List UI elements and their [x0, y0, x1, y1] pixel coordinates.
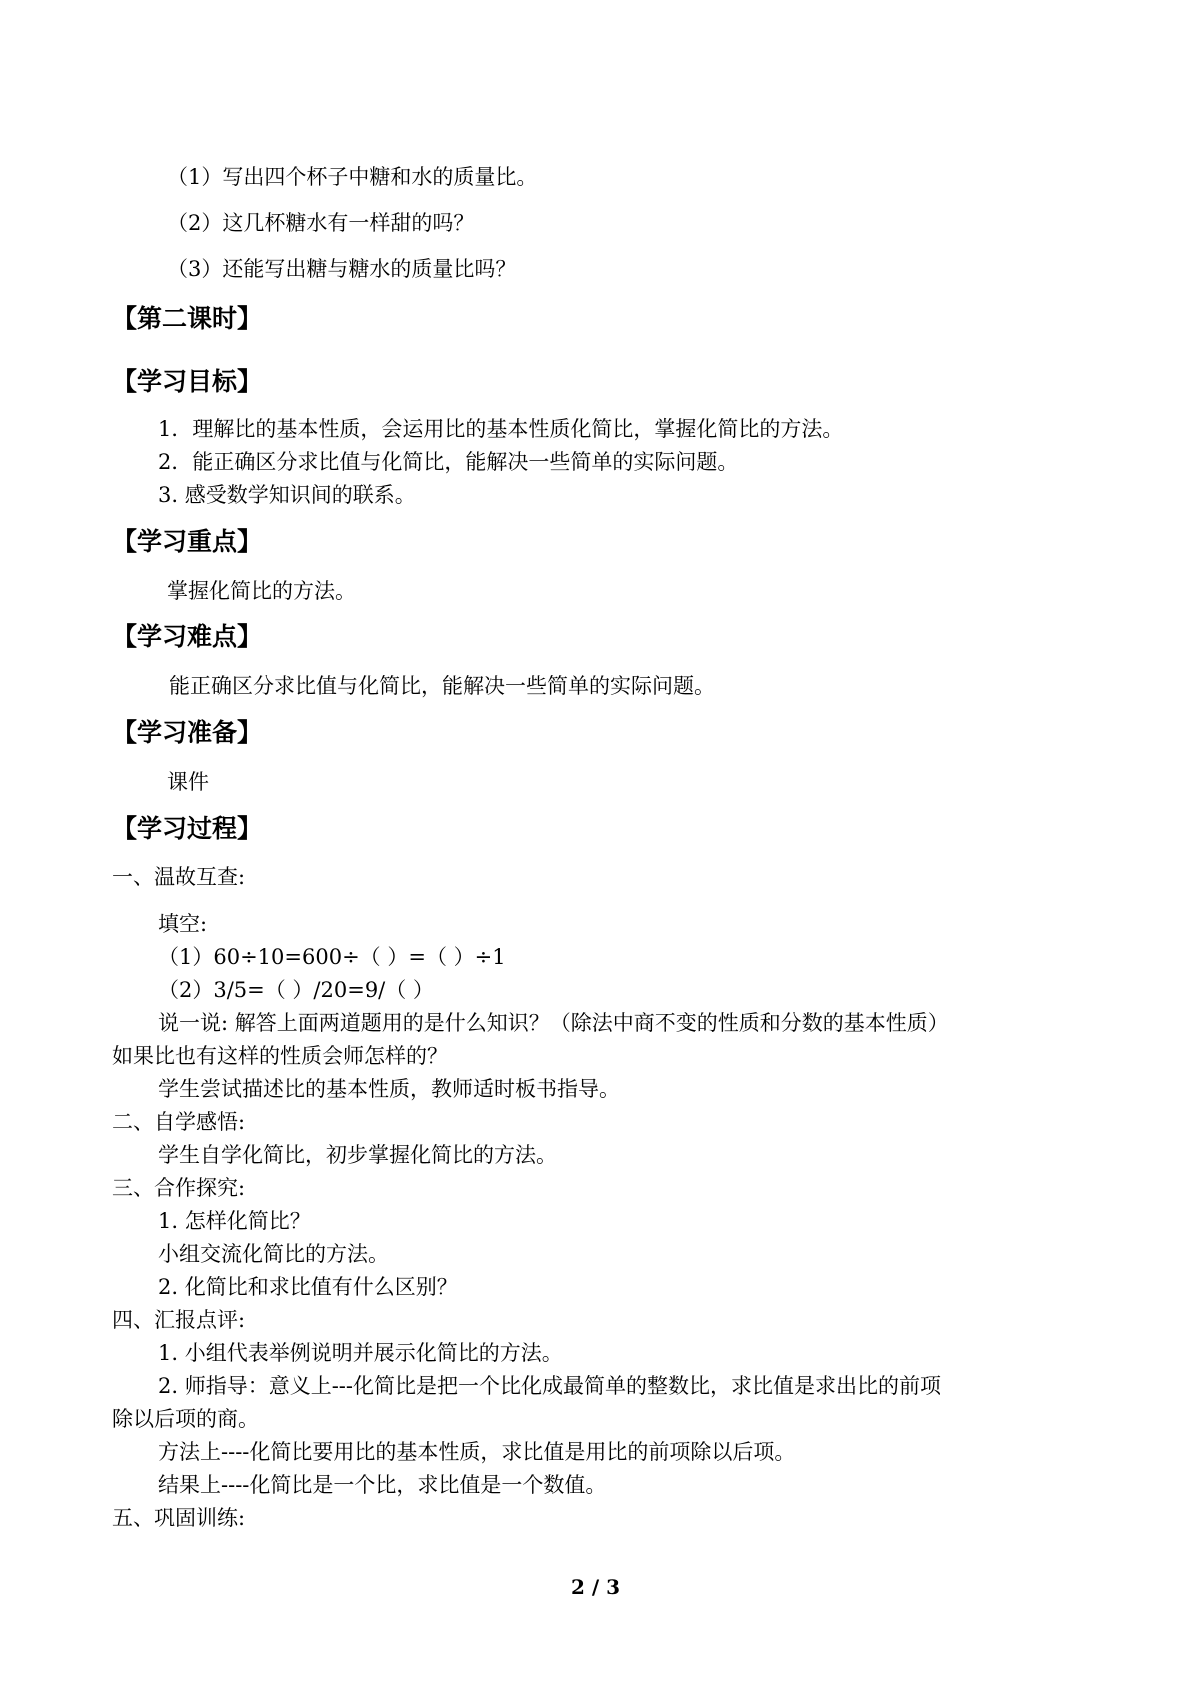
difficulty-text: 能正确区分求比值与化简比，能解决一些简单的实际问题。 [169, 674, 715, 698]
objective-item-1: 1．理解比的基本性质，会运用比的基本性质化简比，掌握化简比的方法。 [158, 417, 844, 441]
section-3-question-2: 2. 化简比和求比值有什么区别？ [158, 1275, 458, 1299]
section-1-title: 一、温故互查: [112, 865, 246, 889]
lesson-title: 【第二课时】 [112, 304, 263, 333]
key-point-text: 掌握化简比的方法。 [167, 579, 356, 603]
objective-item-2: 2．能正确区分求比值与化简比，能解决一些简单的实际问题。 [158, 450, 739, 474]
preparation-text: 课件 [167, 770, 209, 794]
difficulty-heading: 【学习难点】 [112, 622, 263, 651]
section-4-point-2-line-1: 2. 师指导：意义上---化简比是把一个比化成最简单的整数比，求比值是求出比的前项 [158, 1374, 941, 1398]
section-1-question-2: （2）3/5=（ ）/20=9/（ ） [158, 978, 434, 1002]
intro-question-3: （3）还能写出糖与糖水的质量比吗？ [167, 257, 517, 281]
section-4-point-2-line-2: 除以后项的商。 [112, 1407, 259, 1431]
section-1-talk-line-1: 说一说: 解答上面两道题用的是什么知识？（除法中商不变的性质和分数的基本性质） [158, 1011, 949, 1035]
section-3-title: 三、合作探究: [112, 1176, 246, 1200]
section-3-question-1: 1. 怎样化简比？ [158, 1209, 311, 1233]
section-1-talk-line-2: 如果比也有这样的性质会师怎样的？ [112, 1044, 448, 1068]
page-number: 2 / 3 [570, 1575, 621, 1599]
section-2-title: 二、自学感悟: [112, 1110, 246, 1134]
section-1-student-text: 学生尝试描述比的基本性质，教师适时板书指导。 [158, 1077, 620, 1101]
preparation-heading: 【学习准备】 [112, 718, 263, 747]
section-4-title: 四、汇报点评: [112, 1308, 246, 1332]
section-4-point-3: 方法上----化简比要用比的基本性质，求比值是用比的前项除以后项。 [158, 1440, 796, 1464]
section-1-question-1: （1）60÷10=600÷（ ）=（ ）÷1 [158, 945, 506, 969]
objective-item-3: 3. 感受数学知识间的联系。 [158, 483, 416, 507]
process-heading: 【学习过程】 [112, 814, 263, 843]
section-4-point-4: 结果上----化简比是一个比，求比值是一个数值。 [158, 1473, 607, 1497]
objectives-heading: 【学习目标】 [112, 367, 263, 396]
section-2-text: 学生自学化简比，初步掌握化简比的方法。 [158, 1143, 557, 1167]
key-point-heading: 【学习重点】 [112, 527, 263, 556]
section-1-fill-label: 填空: [158, 912, 208, 936]
section-3-question-1-text: 小组交流化简比的方法。 [158, 1242, 389, 1266]
section-5-title: 五、巩固训练: [112, 1506, 246, 1530]
intro-question-2: （2）这几杯糖水有一样甜的吗？ [167, 211, 475, 235]
section-4-point-1: 1. 小组代表举例说明并展示化简比的方法。 [158, 1341, 563, 1365]
intro-question-1: （1）写出四个杯子中糖和水的质量比。 [167, 165, 538, 189]
